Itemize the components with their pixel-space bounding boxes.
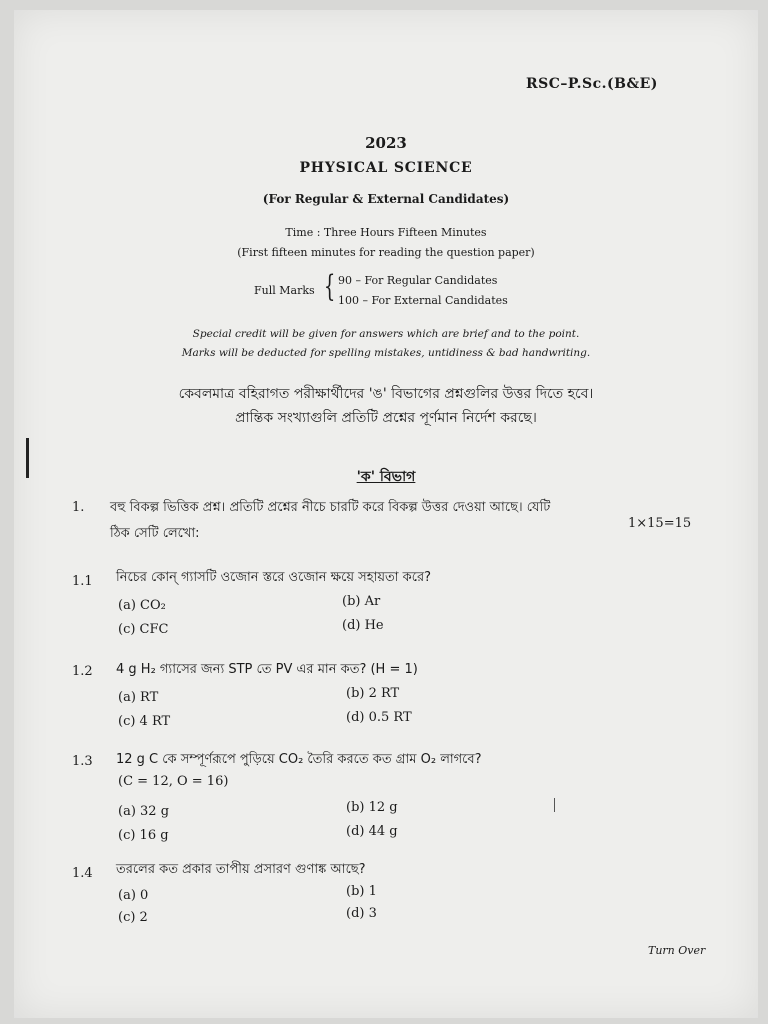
marks-allocation: 1×15=15 (628, 516, 692, 531)
option-b: (b) 12 g (346, 800, 398, 815)
option-d: (d) 0.5 RT (346, 710, 412, 725)
sub-question-text: তরলের কত প্রকার তাপীয় প্রসারণ গুণাঙ্ক আছে? (116, 862, 366, 877)
option-a: (a) 32 g (118, 804, 170, 819)
sub-question-text: নিচের কোন্ গ্যাসটি ওজোন স্তরে ওজোন ক্ষয়ে সহায়তা করে? (116, 570, 432, 585)
full-marks-regular: 90 – For Regular Candidates (338, 274, 498, 287)
instruction-bengali-1: কেবলমাত্র বহিরাগত পরীক্ষার্থীদের 'ঙ' বিভাগের প্রশ্নগুলির উত্তর দিতে হবে। (178, 386, 594, 402)
option-a: (a) 0 (118, 888, 149, 903)
note-special-credit: Special credit will be given for answers which are brief and to the point. (192, 328, 580, 340)
sub-question-text: 12 g C কে সম্পূর্ণরূপে পুড়িয়ে CO₂ তৈরি করতে কত গ্রাম O₂ লাগবে? (116, 752, 482, 767)
time-line: Time : Three Hours Fifteen Minutes (285, 226, 487, 239)
question-number: 1. (72, 500, 85, 515)
exam-year: 2023 (365, 134, 407, 152)
instruction-bengali-2: প্রান্তিক সংখ্যাগুলি প্রতিটি প্রশ্নের পূর্ণমান নির্দেশ করছে। (235, 410, 537, 426)
sub-question-number: 1.3 (72, 754, 93, 769)
sub-question-number: 1.1 (72, 574, 93, 589)
option-c: (c) 4 RT (118, 714, 171, 729)
question-text-continued: ঠিক সেটি লেখো: (110, 526, 200, 541)
sub-question-text: 4 g H₂ গ্যাসের জন্য STP তে PV এর মান কত? (H = 1) (116, 662, 418, 677)
turn-over-note: Turn Over (648, 944, 706, 957)
reading-time-line: (First fifteen minutes for reading the question paper) (237, 246, 535, 259)
option-c: (c) 2 (118, 910, 148, 925)
option-c: (c) CFC (118, 622, 169, 637)
sub-question-number: 1.4 (72, 866, 93, 881)
option-d: (d) 3 (346, 906, 377, 921)
option-d: (d) He (342, 618, 384, 633)
stray-mark (554, 798, 555, 812)
option-a: (a) CO₂ (118, 598, 166, 613)
paper-code: RSC–P.Sc.(B&E) (526, 76, 658, 92)
brace-icon: { (323, 269, 336, 304)
full-marks-label: Full Marks (254, 284, 315, 297)
full-marks-external: 100 – For External Candidates (338, 294, 508, 307)
sub-question-data: (C = 12, O = 16) (118, 774, 229, 789)
subject-title: PHYSICAL SCIENCE (299, 160, 473, 176)
option-b: (b) Ar (342, 594, 381, 609)
option-b: (b) 2 RT (346, 686, 400, 701)
note-deduction: Marks will be deducted for spelling mistakes, untidiness & bad handwriting. (181, 347, 591, 359)
option-b: (b) 1 (346, 884, 377, 899)
section-title: 'ক' বিভাগ (356, 469, 416, 485)
candidates-line: (For Regular & External Candidates) (262, 192, 510, 206)
question-paper-page (14, 10, 758, 1018)
sub-question-number: 1.2 (72, 664, 93, 679)
option-d: (d) 44 g (346, 824, 398, 839)
option-c: (c) 16 g (118, 828, 169, 843)
question-text: বহু বিকল্প ভিত্তিক প্রশ্ন। প্রতিটি প্রশ্নের নীচে চারটি করে বিকল্প উত্তর দেওয়া আছে। যেটি (110, 500, 551, 515)
option-a: (a) RT (118, 690, 159, 705)
